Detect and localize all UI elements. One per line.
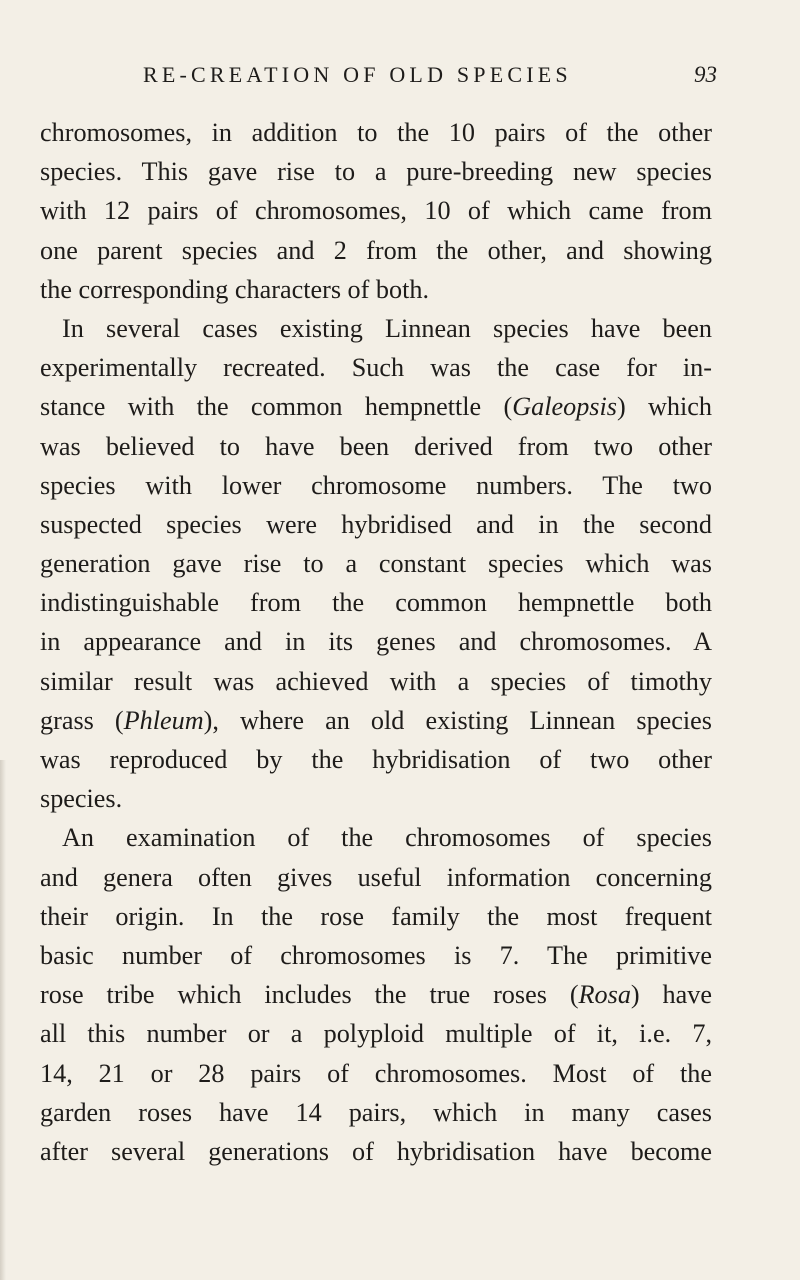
text-line: [40, 270, 712, 309]
text-run: after several generations of hybridisation have become: [40, 1136, 712, 1166]
text-run: their origin. In the rose family the most frequent: [40, 901, 712, 931]
text-line: [40, 387, 712, 426]
text-run: suspected species were hybridised and in the second: [40, 509, 712, 539]
text-line: [40, 818, 712, 857]
text-line: [40, 544, 712, 583]
text-run: in appearance and in its genes and chromosomes. A: [40, 627, 712, 657]
text-line: [40, 231, 712, 270]
text-run: basic number of chromosomes is 7. The primitive: [40, 940, 712, 970]
text-run: grass (: [40, 705, 124, 735]
text-line: [40, 152, 712, 191]
text-line: [40, 466, 712, 505]
text-run: one parent species and 2 from the other, and showing: [40, 235, 712, 265]
text-line: [40, 1093, 712, 1132]
italic-species-name: Galeopsis: [512, 392, 617, 422]
text-line: [40, 505, 712, 544]
text-line: [40, 662, 712, 701]
text-line: [40, 936, 712, 975]
italic-species-name: Rosa: [578, 980, 631, 1010]
text-run: An examination of the chromosomes of species: [62, 823, 712, 853]
text-run: and genera often gives useful information concerning: [40, 862, 712, 892]
running-title: RE-CREATION OF OLD SPECIES: [143, 62, 572, 87]
text-run: In several cases existing Linnean species have been: [62, 313, 712, 343]
text-line: [40, 779, 712, 818]
text-line: [40, 1132, 712, 1171]
text-line: [40, 1014, 712, 1053]
text-run: ) which: [616, 392, 712, 422]
text-line: [40, 858, 712, 897]
text-run: ) have: [630, 980, 712, 1010]
text-run: with 12 pairs of chromosomes, 10 of which came from: [40, 196, 712, 226]
text-line: [40, 897, 712, 936]
running-head: [143, 62, 717, 96]
text-run: rose tribe which includes the true roses (: [40, 980, 579, 1010]
text-line: [40, 740, 712, 779]
text-run: species. This gave rise to a pure-breeding new species: [40, 157, 712, 187]
text-run: 14, 21 or 28 pairs of chromosomes. Most of the: [40, 1058, 712, 1088]
text-run: species with lower chromosome numbers. The two: [40, 470, 712, 500]
text-run: all this number or a polyploid multiple of it, i.e. 7,: [40, 1019, 712, 1049]
italic-species-name: Phleum: [123, 705, 204, 735]
text-line: [40, 348, 712, 387]
body-text: [40, 113, 712, 1171]
text-run: the corresponding characters of both.: [40, 274, 430, 304]
text-line: [40, 427, 712, 466]
text-run: similar result was achieved with a species of timothy: [40, 666, 712, 696]
text-run: chromosomes, in addition to the 10 pairs of the other: [40, 118, 712, 147]
text-run: generation gave rise to a constant species which was: [40, 549, 712, 579]
page-number: 93: [694, 62, 717, 87]
text-line: [40, 191, 712, 230]
text-run: was believed to have been derived from two other: [40, 431, 712, 461]
text-line: [40, 975, 712, 1014]
text-run: garden roses have 14 pairs, which in many cases: [40, 1097, 712, 1127]
text-line: [40, 622, 712, 661]
text-line: [40, 701, 712, 740]
text-run: stance with the common hempnettle (: [40, 392, 513, 422]
text-line: [40, 113, 712, 152]
text-line: [40, 1054, 712, 1093]
text-line: [40, 583, 712, 622]
text-run: species.: [40, 784, 123, 814]
text-line: [40, 309, 712, 348]
text-run: ), where an old existing Linnean species: [203, 705, 712, 735]
text-run: was reproduced by the hybridisation of two other: [40, 745, 712, 774]
text-run: indistinguishable from the common hempnettle both: [40, 588, 712, 618]
text-run: experimentally recreated. Such was the case for in-: [40, 353, 712, 383]
page-edge-shadow: [0, 760, 6, 1280]
